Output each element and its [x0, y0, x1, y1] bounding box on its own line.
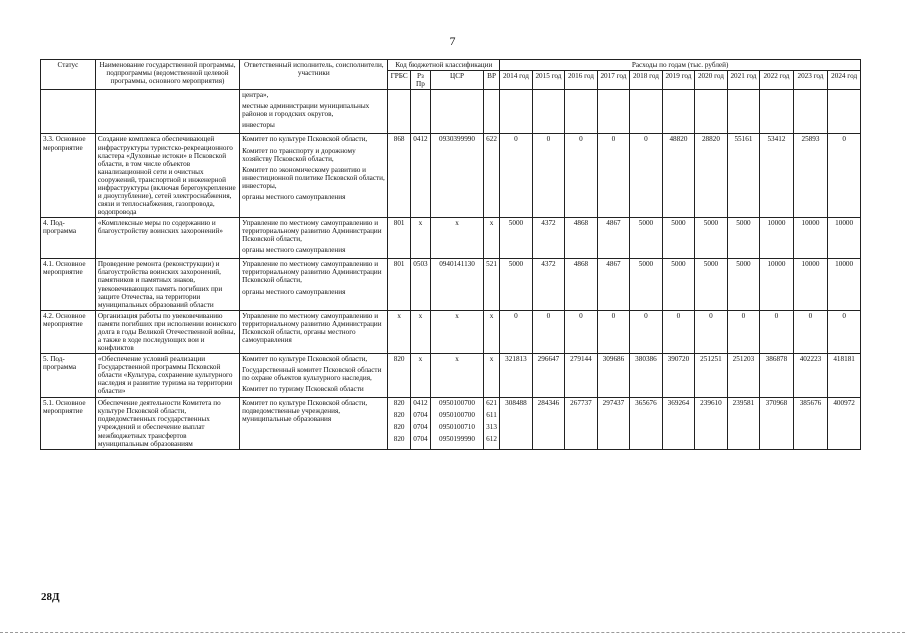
- row-status: [41, 90, 96, 134]
- row-year-value: 10000: [760, 259, 794, 310]
- row-year-value: 400972: [828, 398, 861, 449]
- responsible-entry: Комитет по культуре Псковской области, подведомственные учреждения, муниципальные образования: [242, 399, 368, 424]
- code-value: 612: [486, 435, 497, 444]
- header-program: Наименование государственной программы, подпрограммы (ведомственной целевой программы, основного мероприятия): [95, 60, 239, 90]
- row-code-grbs: [388, 398, 410, 449]
- code-value: 820: [393, 355, 405, 363]
- code-value: 0503: [413, 260, 428, 269]
- code-value: 801: [393, 219, 405, 228]
- responsible-entry: Комитет по транспорту и дорожному хозяйству Псковской области,: [242, 146, 356, 163]
- row-code-csr: [431, 310, 484, 353]
- row-year-value: 0: [662, 310, 695, 353]
- code-value: 0412: [413, 399, 428, 408]
- row-year-value: 5000: [500, 218, 533, 259]
- code-value: 0704: [413, 423, 428, 432]
- table-row: [41, 354, 861, 398]
- header-expenses: Расходы по годам (тыс. рублей): [500, 60, 861, 71]
- row-year-value: 28820: [695, 134, 728, 218]
- row-year-value: 5000: [695, 218, 728, 259]
- row-year-value: 48820: [662, 134, 695, 218]
- header-year: 2021 год: [727, 71, 760, 90]
- code-value: х: [397, 311, 401, 320]
- row-year-value: 0: [828, 310, 861, 353]
- header-responsible: Ответственный исполнитель, соисполнители, участники: [240, 60, 388, 90]
- row-year-value: 0: [760, 310, 794, 353]
- row-responsible: [240, 310, 388, 353]
- responsible-entry: Комитет по культуре Псковской области,: [242, 135, 368, 144]
- code-value: х: [455, 311, 459, 320]
- row-code-vr: [483, 398, 499, 449]
- header-year: 2016 год: [565, 71, 598, 90]
- responsible-entry: Комитет по туризму Псковской области: [242, 385, 364, 394]
- row-responsible: [240, 218, 388, 259]
- row-code-rzpr: [410, 218, 430, 259]
- row-year-value: 251251: [695, 354, 728, 398]
- row-year-value: 369264: [662, 398, 695, 449]
- row-year-value: 55161: [727, 134, 760, 218]
- responsible-entry: Государственный комитет Псковской области по охране объектов культурного наследия,: [242, 366, 382, 383]
- responsible-entry: Комитет по культуре Псковской области,: [242, 355, 368, 363]
- row-year-value: [727, 90, 760, 134]
- table-row: [41, 218, 861, 259]
- header-rzpr: Рз Пр: [410, 71, 430, 90]
- code-value: 801: [393, 260, 405, 269]
- row-year-value: 251203: [727, 354, 760, 398]
- row-year-value: 0: [630, 134, 663, 218]
- row-year-value: [597, 90, 630, 134]
- row-status: 5.1. Основное мероприятие: [41, 398, 96, 449]
- row-year-value: 0: [597, 134, 630, 218]
- row-year-value: 0: [500, 134, 533, 218]
- budget-table: [40, 59, 861, 450]
- header-year: 2014 год: [500, 71, 533, 90]
- row-program-name: Создание комплекса обеспечивающей инфраструктуры туристско-рекреационного кластера «Духовные истоки» в Псковской области, в том числе объектов канализационной сети и очистных сооружений, транспортной и инженерной инфраструктуры (включая берегоукрепление и дноуглубление), сетей электроснабжения, связи и теплоснабжения, газопровода, водопровода: [95, 134, 239, 218]
- header-csr: ЦСР: [431, 71, 484, 90]
- row-year-value: 0: [828, 134, 861, 218]
- row-year-value: 0: [727, 310, 760, 353]
- row-code-rzpr: [410, 354, 430, 398]
- header-year: 2017 год: [597, 71, 630, 90]
- row-responsible: [240, 134, 388, 218]
- row-year-value: 10000: [793, 218, 828, 259]
- row-year-value: 10000: [760, 218, 794, 259]
- code-value: 0940141130: [439, 260, 475, 269]
- header-year: 2019 год: [662, 71, 695, 90]
- table-row: [41, 310, 861, 353]
- row-status: 4. Под-программа: [41, 218, 96, 259]
- header-budget-code: Код бюджетной классификации: [388, 60, 500, 71]
- row-year-value: 4867: [597, 259, 630, 310]
- row-code-vr: [483, 259, 499, 310]
- row-year-value: 321813: [500, 354, 533, 398]
- row-code-rzpr: [410, 134, 430, 218]
- row-year-value: 4867: [597, 218, 630, 259]
- row-year-value: 380386: [630, 354, 663, 398]
- row-code-csr: [431, 398, 484, 449]
- row-code-grbs: [388, 310, 410, 353]
- code-value: 521: [486, 260, 497, 269]
- row-year-value: 25893: [793, 134, 828, 218]
- row-year-value: 385676: [793, 398, 828, 449]
- row-program-name: [95, 90, 239, 134]
- row-year-value: 239610: [695, 398, 728, 449]
- row-year-value: 5000: [662, 218, 695, 259]
- table-row: [41, 90, 861, 134]
- row-responsible: [240, 354, 388, 398]
- code-value: 0950199990: [439, 435, 475, 444]
- row-year-value: 296647: [532, 354, 565, 398]
- row-year-value: 4372: [532, 259, 565, 310]
- row-code-grbs: [388, 259, 410, 310]
- table-row: [41, 134, 861, 218]
- row-year-value: [760, 90, 794, 134]
- code-value: х: [418, 355, 423, 363]
- row-code-vr: [483, 218, 499, 259]
- row-year-value: 5000: [695, 259, 728, 310]
- code-value: 611: [486, 411, 497, 420]
- row-code-csr: [431, 218, 484, 259]
- row-program-name: Организация работы по увековечиванию памяти погибших при исполнении воинского долга в годы Великой Отечественной войны, а также в ходе последующих вои и конфликтов: [95, 310, 239, 353]
- row-year-value: 418181: [828, 354, 861, 398]
- code-value: х: [489, 355, 494, 363]
- row-year-value: 297437: [597, 398, 630, 449]
- header-status: Статус: [41, 60, 96, 90]
- row-program-name: Обеспечение деятельности Комитета по культуре Псковской области, подведомственных государственных учреждений и обеспечение выплат межбюджетных трансфертов муниципальным образованиям: [95, 398, 239, 449]
- header-year: 2018 год: [630, 71, 663, 90]
- responsible-entry: Управление по местному самоуправлению и территориальному развитию Администрации Псковской области,: [242, 260, 382, 285]
- row-year-value: 0: [630, 310, 663, 353]
- row-year-value: 402223: [793, 354, 828, 398]
- row-year-value: 308488: [500, 398, 533, 449]
- footer-code: 28Д: [41, 591, 60, 603]
- responsible-entry: органы местного самоуправления: [242, 287, 346, 296]
- code-value: х: [455, 219, 459, 228]
- row-year-value: 0: [565, 310, 598, 353]
- row-year-value: 370968: [760, 398, 794, 449]
- code-value: х: [455, 355, 459, 363]
- row-year-value: [500, 90, 533, 134]
- responsible-entry: центра»,: [242, 91, 269, 100]
- row-year-value: [695, 90, 728, 134]
- row-year-value: 10000: [828, 259, 861, 310]
- row-year-value: 267737: [565, 398, 598, 449]
- header-year: 2015 год: [532, 71, 565, 90]
- row-code-grbs: [388, 354, 410, 398]
- row-year-value: 386878: [760, 354, 794, 398]
- code-value: 0704: [413, 435, 428, 444]
- code-value: 313: [486, 423, 497, 432]
- table-row: [41, 398, 861, 449]
- row-year-value: [532, 90, 565, 134]
- row-year-value: 0: [500, 310, 533, 353]
- row-program-name: «Комплексные меры по содержанию и благоустройству воинских захоронений»: [95, 218, 239, 259]
- code-value: 0704: [413, 411, 428, 420]
- row-code-csr: [431, 259, 484, 310]
- header-year: 2024 год: [828, 71, 861, 90]
- row-year-value: 0: [532, 134, 565, 218]
- header-year: 2023 год: [793, 71, 828, 90]
- row-year-value: [793, 90, 828, 134]
- page-number: 7: [449, 34, 456, 48]
- row-year-value: 4372: [532, 218, 565, 259]
- code-value: х: [489, 311, 494, 320]
- row-responsible: [240, 398, 388, 449]
- row-code-rzpr: [410, 90, 430, 134]
- code-value: х: [418, 219, 423, 228]
- table-row: [41, 259, 861, 310]
- row-year-value: 0: [695, 310, 728, 353]
- code-value: 0950100710: [439, 423, 475, 432]
- row-year-value: 0: [793, 310, 828, 353]
- responsible-entry: Комитет по экономическому развитию и инвестиционной политике Псковской области, инвесторы,: [242, 165, 385, 190]
- row-year-value: 5000: [727, 259, 760, 310]
- row-year-value: 5000: [662, 259, 695, 310]
- header-vr: ВР: [483, 71, 499, 90]
- row-year-value: 10000: [828, 218, 861, 259]
- row-year-value: 5000: [727, 218, 760, 259]
- row-year-value: 5000: [630, 259, 663, 310]
- row-status: 4.2. Основное мероприятие: [41, 310, 96, 353]
- responsible-entry: органы местного самоуправления: [242, 246, 346, 255]
- row-year-value: 4868: [565, 218, 598, 259]
- code-value: 622: [486, 135, 497, 144]
- code-value: х: [418, 311, 423, 320]
- code-value: 820: [393, 411, 405, 420]
- row-code-rzpr: [410, 310, 430, 353]
- row-code-csr: [431, 134, 484, 218]
- row-year-value: 4868: [565, 259, 598, 310]
- code-value: 0950100700: [439, 411, 475, 420]
- responsible-entry: органы местного самоуправления: [242, 192, 346, 201]
- row-code-vr: [483, 354, 499, 398]
- row-status: 5. Под-программа: [41, 354, 96, 398]
- code-value: 868: [393, 135, 405, 144]
- row-status: 4.1. Основное мероприятие: [41, 259, 96, 310]
- code-value: 621: [486, 399, 497, 408]
- row-responsible: [240, 90, 388, 134]
- row-code-rzpr: [410, 398, 430, 449]
- row-year-value: 0: [597, 310, 630, 353]
- row-code-grbs: [388, 90, 410, 134]
- responsible-entry: Управление по местному самоуправлению и территориальному развитию Администрации Псковской области,: [242, 219, 382, 244]
- row-responsible: [240, 259, 388, 310]
- row-year-value: [630, 90, 663, 134]
- code-value: 0950100700: [439, 399, 475, 408]
- row-year-value: [662, 90, 695, 134]
- row-code-rzpr: [410, 259, 430, 310]
- row-year-value: 10000: [793, 259, 828, 310]
- row-code-grbs: [388, 134, 410, 218]
- row-code-vr: [483, 310, 499, 353]
- row-year-value: 239581: [727, 398, 760, 449]
- row-code-vr: [483, 134, 499, 218]
- row-year-value: 365676: [630, 398, 663, 449]
- code-value: 0930399990: [439, 135, 475, 144]
- row-year-value: 0: [532, 310, 565, 353]
- row-year-value: 5000: [500, 259, 533, 310]
- page-bottom-rule: [0, 632, 905, 633]
- header-year: 2022 год: [760, 71, 794, 90]
- code-value: х: [489, 219, 494, 228]
- row-program-name: Проведение ремонта (реконструкции) и благоустройства воинских захоронений, памятников и памятных знаков, увековечивающих память погибших при защите Отечества, на территории муниципальных образований области: [95, 259, 239, 310]
- responsible-entry: Управление по местному самоуправлению и территориальному развитию Администрации Псковской области, органы местного самоуправления: [242, 311, 382, 344]
- row-year-value: 309686: [597, 354, 630, 398]
- row-year-value: 0: [565, 134, 598, 218]
- responsible-entry: инвесторы: [242, 121, 275, 130]
- responsible-entry: местные администрации муниципальных районов и городских округов,: [242, 102, 370, 119]
- code-value: 820: [393, 423, 405, 432]
- code-value: 0412: [413, 135, 428, 144]
- row-year-value: 284346: [532, 398, 565, 449]
- row-code-vr: [483, 90, 499, 134]
- row-status: 3.3. Основное мероприятие: [41, 134, 96, 218]
- row-year-value: 279144: [565, 354, 598, 398]
- header-year: 2020 год: [695, 71, 728, 90]
- row-code-csr: [431, 90, 484, 134]
- row-year-value: 5000: [630, 218, 663, 259]
- row-year-value: [565, 90, 598, 134]
- row-code-grbs: [388, 218, 410, 259]
- row-year-value: [828, 90, 861, 134]
- header-grbs: ГРБС: [388, 71, 410, 90]
- row-code-csr: [431, 354, 484, 398]
- row-year-value: 53412: [760, 134, 794, 218]
- row-year-value: 390720: [662, 354, 695, 398]
- code-value: 820: [393, 435, 405, 444]
- code-value: 820: [393, 399, 405, 408]
- row-program-name: «Обеспечение условий реализации Государственной программы Псковской области «Культура, сохранение культурного наследия и развитие туризма на территории области»: [95, 354, 239, 398]
